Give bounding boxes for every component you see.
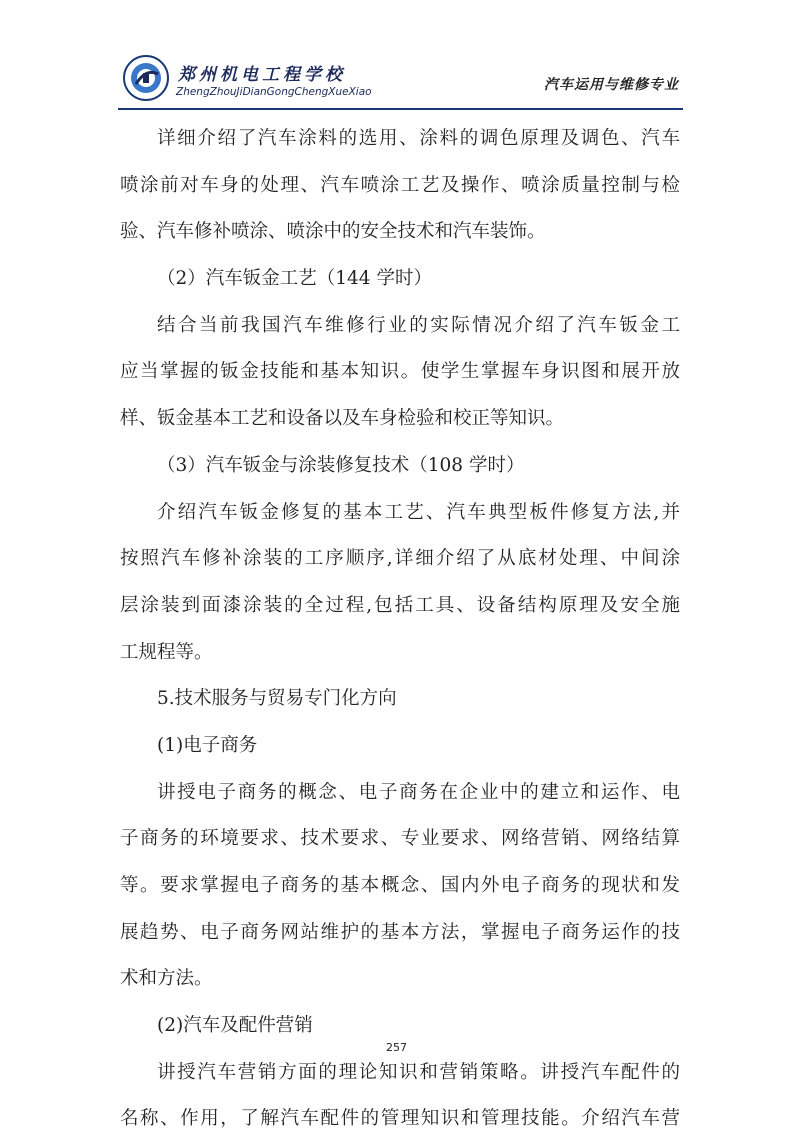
text-line: 应当掌握的钣金技能和基本知识。使学生掌握车身识图和展开放	[120, 361, 680, 383]
text-line: 喷涂前对车身的处理、汽车喷涂工艺及操作、喷涂质量控制与检	[120, 174, 680, 196]
text-line: 工规程等。	[120, 641, 213, 663]
page-number: 257	[386, 1041, 407, 1054]
header-divider	[118, 108, 683, 110]
text-line: 术和方法。	[120, 968, 213, 990]
text-line: 等。要求掌握电子商务的基本概念、国内外电子商务的现状和发	[120, 875, 680, 896]
school-name-cn: 郑州机电工程学校	[178, 65, 346, 85]
text-line: 名称、作用，了解汽车配件的管理知识和管理技能。介绍汽车营	[120, 1108, 680, 1130]
section-heading: (1)电子商务	[157, 734, 258, 756]
section-heading: （3）汽车钣金与涂装修复技术（108 学时）	[157, 454, 525, 476]
text-line: 展趋势、电子商务网站维护的基本方法，掌握电子商务运作的技	[120, 921, 680, 943]
page-header	[118, 48, 683, 114]
page-body	[120, 116, 680, 1143]
section-heading: （2）汽车钣金工艺（144 学时）	[157, 268, 432, 290]
text-line: 讲授汽车营销方面的理论知识和营销策略。讲授汽车配件的	[157, 1061, 680, 1083]
major-title: 汽车运用与维修专业	[544, 77, 679, 93]
text-line: 验、汽车修补喷涂、喷涂中的安全技术和汽车装饰。	[120, 221, 546, 243]
text-line: 结合当前我国汽车维修行业的实际情况介绍了汽车钣金工	[157, 314, 680, 336]
text-line: 详细介绍了汽车涂料的选用、涂料的调色原理及调色、汽车	[157, 128, 680, 149]
section-heading: (2)汽车及配件营销	[157, 1015, 313, 1037]
text-line: 层涂装到面漆涂装的全过程,包括工具、设备结构原理及安全施	[120, 594, 680, 616]
section-heading: 5.技术服务与贸易专门化方向	[157, 688, 397, 710]
text-line: 介绍汽车钣金修复的基本工艺、汽车典型板件修复方法,并	[157, 501, 680, 523]
school-name-en: ZhengZhouJiDianGongChengXueXiao	[176, 86, 372, 98]
school-logo-icon	[122, 54, 170, 102]
text-line: 按照汽车修补涂装的工序顺序,详细介绍了从底材处理、中间涂	[120, 548, 680, 570]
text-line: 讲授电子商务的概念、电子商务在企业中的建立和运作、电	[157, 781, 680, 803]
text-line: 样、钣金基本工艺和设备以及车身检验和校正等知识。	[120, 408, 565, 430]
text-line: 子商务的环境要求、技术要求、专业要求、网络营销、网络结算	[120, 828, 680, 850]
